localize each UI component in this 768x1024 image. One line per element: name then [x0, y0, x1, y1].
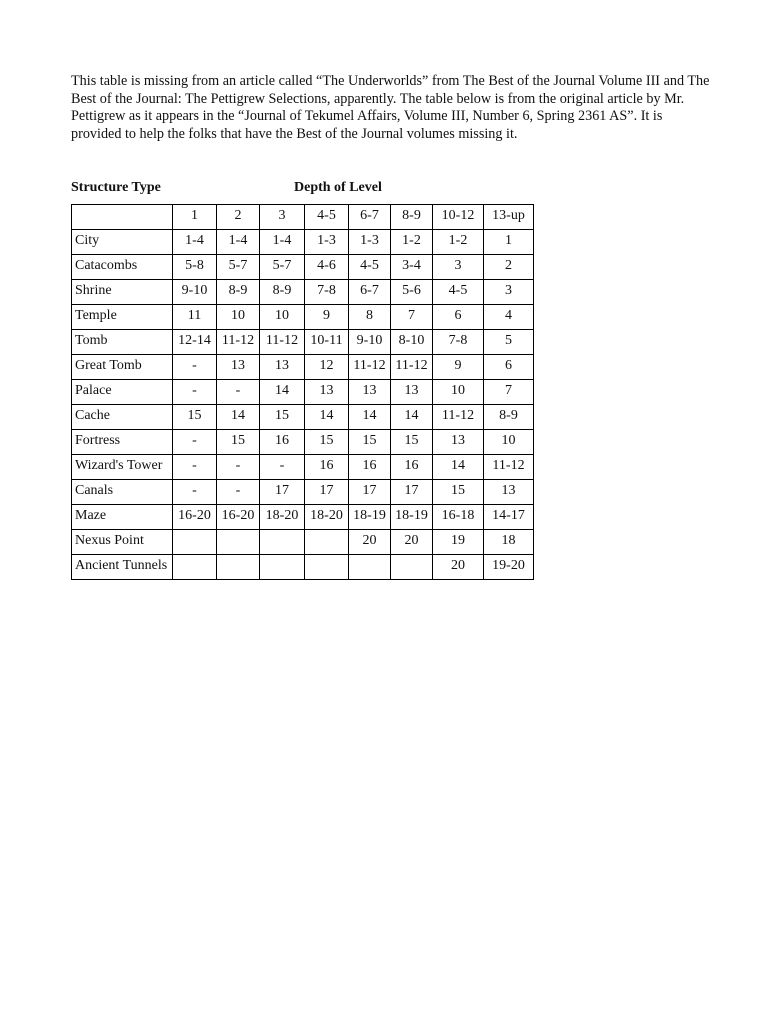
depth-range-cell: [305, 530, 349, 555]
table-row: [72, 530, 534, 555]
depth-range-cell: -: [173, 380, 217, 405]
depth-range-cell: 15: [217, 430, 260, 455]
depth-range-cell: 17: [260, 480, 305, 505]
depth-range-cell: 4-6: [305, 255, 349, 280]
depth-range-cell: 8: [349, 305, 391, 330]
structure-name-cell: Fortress: [72, 430, 173, 455]
intro-paragraph: This table is missing from an article called “The Underworlds” from The Best of the Journal Volume III and The Best of the Journal: The Pettigrew Selections, apparently. The table below is from the original article by Mr. Pettigrew as it appears in the “Journal of Tekumel Affairs, Volume III, Number 6, Spring 2361 AS”. It is provided to help the folks that have the Best of the Journal volumes missing it.: [71, 73, 710, 142]
depth-range-cell: [173, 555, 217, 580]
corner-cell: [72, 205, 173, 230]
depth-range-cell: 15: [173, 405, 217, 430]
depth-range-cell: 18-19: [391, 505, 433, 530]
structure-name-cell: Nexus Point: [72, 530, 173, 555]
depth-range-cell: 11-12: [217, 330, 260, 355]
depth-column-header: 8-9: [391, 205, 433, 230]
structure-name-cell: Canals: [72, 480, 173, 505]
depth-range-cell: 13: [305, 380, 349, 405]
depth-range-cell: 5-7: [217, 255, 260, 280]
depth-column-header: 13-up: [484, 205, 534, 230]
depth-range-cell: 5: [484, 330, 534, 355]
table-row: [72, 355, 534, 380]
depth-range-cell: 9: [305, 305, 349, 330]
depth-range-cell: 1-4: [173, 230, 217, 255]
depth-range-cell: 10: [217, 305, 260, 330]
depth-range-cell: -: [260, 455, 305, 480]
structure-depth-table: [71, 204, 534, 580]
depth-range-cell: 1-2: [391, 230, 433, 255]
depth-range-cell: 10-11: [305, 330, 349, 355]
depth-range-cell: 4-5: [349, 255, 391, 280]
table-row: [72, 555, 534, 580]
depth-range-cell: 7-8: [305, 280, 349, 305]
depth-range-cell: 8-9: [484, 405, 534, 430]
depth-of-level-heading: Depth of Level: [294, 180, 382, 195]
depth-header-row: [72, 205, 534, 230]
depth-column-header: 2: [217, 205, 260, 230]
structure-name-cell: Catacombs: [72, 255, 173, 280]
depth-range-cell: 18-19: [349, 505, 391, 530]
depth-range-cell: 12: [305, 355, 349, 380]
structure-name-cell: Shrine: [72, 280, 173, 305]
depth-range-cell: 14-17: [484, 505, 534, 530]
depth-range-cell: 6: [484, 355, 534, 380]
table-row: [72, 230, 534, 255]
depth-range-cell: 20: [433, 555, 484, 580]
depth-range-cell: [217, 530, 260, 555]
depth-range-cell: 14: [305, 405, 349, 430]
depth-range-cell: 11: [173, 305, 217, 330]
depth-range-cell: 18-20: [260, 505, 305, 530]
depth-range-cell: 10: [484, 430, 534, 455]
depth-range-cell: 1: [484, 230, 534, 255]
depth-range-cell: 13: [349, 380, 391, 405]
depth-column-header: 10-12: [433, 205, 484, 230]
depth-range-cell: 13: [217, 355, 260, 380]
depth-range-cell: 13: [391, 380, 433, 405]
depth-range-cell: 9-10: [349, 330, 391, 355]
depth-range-cell: 14: [433, 455, 484, 480]
depth-range-cell: [305, 555, 349, 580]
depth-range-cell: 8-9: [217, 280, 260, 305]
depth-range-cell: 12-14: [173, 330, 217, 355]
depth-range-cell: [349, 555, 391, 580]
depth-range-cell: 8-9: [260, 280, 305, 305]
structure-name-cell: Cache: [72, 405, 173, 430]
depth-range-cell: 19-20: [484, 555, 534, 580]
depth-range-cell: [217, 555, 260, 580]
depth-range-cell: [260, 530, 305, 555]
depth-range-cell: 15: [260, 405, 305, 430]
depth-range-cell: 13: [260, 355, 305, 380]
structure-name-cell: Tomb: [72, 330, 173, 355]
table-row: [72, 430, 534, 455]
depth-range-cell: 3-4: [391, 255, 433, 280]
depth-range-cell: 6-7: [349, 280, 391, 305]
depth-range-cell: 7: [391, 305, 433, 330]
depth-range-cell: 16-20: [217, 505, 260, 530]
depth-range-cell: -: [173, 480, 217, 505]
depth-range-cell: 14: [260, 380, 305, 405]
depth-range-cell: 15: [433, 480, 484, 505]
depth-range-cell: 18: [484, 530, 534, 555]
depth-column-header: 4-5: [305, 205, 349, 230]
depth-range-cell: 16: [305, 455, 349, 480]
table-row: [72, 330, 534, 355]
table-row: [72, 255, 534, 280]
depth-range-cell: 17: [391, 480, 433, 505]
structure-name-cell: Wizard's Tower: [72, 455, 173, 480]
depth-range-cell: 1-3: [349, 230, 391, 255]
depth-column-header: 3: [260, 205, 305, 230]
depth-range-cell: [173, 530, 217, 555]
depth-range-cell: 9-10: [173, 280, 217, 305]
depth-range-cell: 5-7: [260, 255, 305, 280]
depth-range-cell: 2: [484, 255, 534, 280]
structure-name-cell: Maze: [72, 505, 173, 530]
structure-name-cell: City: [72, 230, 173, 255]
structure-name-cell: Ancient Tunnels: [72, 555, 173, 580]
depth-range-cell: 20: [391, 530, 433, 555]
depth-range-cell: 11-12: [433, 405, 484, 430]
depth-range-cell: -: [217, 455, 260, 480]
depth-range-cell: 4-5: [433, 280, 484, 305]
depth-range-cell: 15: [349, 430, 391, 455]
depth-range-cell: 19: [433, 530, 484, 555]
depth-range-cell: 13: [433, 430, 484, 455]
depth-range-cell: -: [217, 380, 260, 405]
table-row: [72, 405, 534, 430]
depth-range-cell: 3: [433, 255, 484, 280]
table-row: [72, 380, 534, 405]
depth-range-cell: 11-12: [391, 355, 433, 380]
depth-range-cell: 3: [484, 280, 534, 305]
depth-range-cell: 5-8: [173, 255, 217, 280]
depth-range-cell: -: [173, 455, 217, 480]
depth-range-cell: 14: [391, 405, 433, 430]
depth-column-header: 6-7: [349, 205, 391, 230]
depth-range-cell: 16: [349, 455, 391, 480]
depth-range-cell: [391, 555, 433, 580]
depth-range-cell: 16-20: [173, 505, 217, 530]
depth-range-cell: 1-3: [305, 230, 349, 255]
depth-range-cell: 1-4: [217, 230, 260, 255]
depth-range-cell: 20: [349, 530, 391, 555]
structure-name-cell: Great Tomb: [72, 355, 173, 380]
depth-range-cell: 7-8: [433, 330, 484, 355]
structure-type-heading: Structure Type: [71, 180, 161, 195]
table-row: [72, 455, 534, 480]
depth-range-cell: 11-12: [484, 455, 534, 480]
table-body: [72, 205, 534, 580]
depth-range-cell: 13: [484, 480, 534, 505]
depth-range-cell: 14: [349, 405, 391, 430]
depth-range-cell: 11-12: [260, 330, 305, 355]
depth-range-cell: 5-6: [391, 280, 433, 305]
depth-range-cell: 4: [484, 305, 534, 330]
depth-range-cell: 15: [391, 430, 433, 455]
depth-range-cell: 16: [391, 455, 433, 480]
depth-range-cell: 1-2: [433, 230, 484, 255]
structure-name-cell: Temple: [72, 305, 173, 330]
depth-range-cell: 7: [484, 380, 534, 405]
depth-range-cell: 18-20: [305, 505, 349, 530]
depth-range-cell: 14: [217, 405, 260, 430]
depth-range-cell: -: [217, 480, 260, 505]
depth-range-cell: 16-18: [433, 505, 484, 530]
table-row: [72, 305, 534, 330]
depth-range-cell: -: [173, 430, 217, 455]
depth-range-cell: 11-12: [349, 355, 391, 380]
depth-range-cell: 1-4: [260, 230, 305, 255]
depth-range-cell: 17: [305, 480, 349, 505]
structure-name-cell: Palace: [72, 380, 173, 405]
depth-range-cell: 15: [305, 430, 349, 455]
depth-range-cell: 8-10: [391, 330, 433, 355]
depth-range-cell: -: [173, 355, 217, 380]
depth-range-cell: 16: [260, 430, 305, 455]
depth-range-cell: 10: [433, 380, 484, 405]
depth-range-cell: 17: [349, 480, 391, 505]
table-row: [72, 480, 534, 505]
depth-range-cell: 9: [433, 355, 484, 380]
depth-range-cell: [260, 555, 305, 580]
depth-range-cell: 10: [260, 305, 305, 330]
depth-range-cell: 6: [433, 305, 484, 330]
depth-column-header: 1: [173, 205, 217, 230]
table-row: [72, 280, 534, 305]
table-row: [72, 505, 534, 530]
